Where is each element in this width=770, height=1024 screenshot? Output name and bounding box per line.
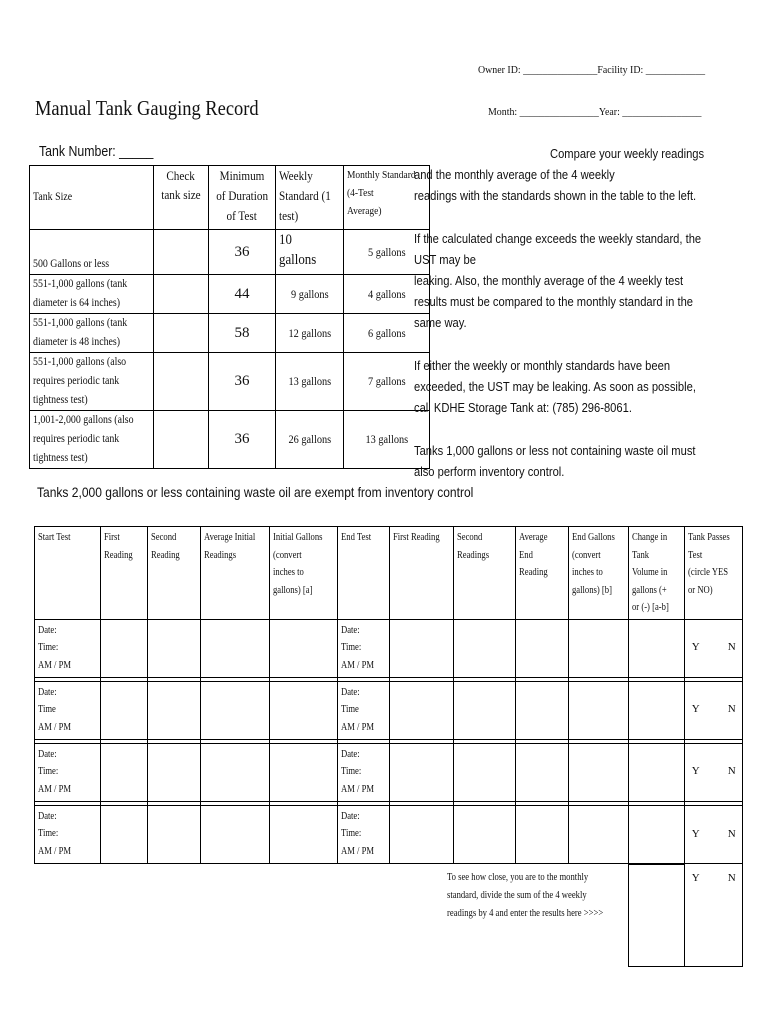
entry-cell[interactable] [453, 619, 515, 677]
waste-oil-exemption-note: Tanks 2,000 gallons or less containing waste oil are exempt from inventory control [37, 484, 474, 500]
entry-cell[interactable] [568, 681, 628, 739]
no-option[interactable]: N [727, 827, 736, 840]
yes-option[interactable]: Y [691, 703, 700, 716]
entry-cell[interactable] [270, 619, 337, 677]
yes-option[interactable]: Y [691, 827, 700, 840]
header-start-test: Start Test [35, 527, 101, 620]
instruction-line: UST may be [414, 252, 476, 267]
tank-number-field[interactable]: Tank Number: _____ [39, 144, 154, 160]
instruction-line: Tanks 1,000 gallons or less not containing waste oil must [414, 443, 696, 458]
month-year-line: Month: ________________Year: ________________ [488, 106, 702, 118]
note-line: readings by 4 and enter the results here >>>> [447, 908, 604, 919]
instructions-block [414, 164, 701, 482]
pass-fail-cell [684, 743, 742, 801]
header-change-volume: Change in Tank Volume in gallons (+ or (-) [a-b] [628, 527, 684, 620]
yes-option[interactable]: Y [691, 641, 700, 654]
standards-row [30, 353, 430, 411]
header-end-gallons: End Gallons (convert inches to gallons) [b] [568, 527, 628, 620]
check-cell[interactable] [153, 230, 208, 275]
header-monthly-standard: Monthly Standard (4-Test Average) [343, 166, 430, 230]
entry-cell[interactable] [201, 681, 270, 739]
start-datetime-cell[interactable]: Date: Time: AM / PM [35, 619, 101, 677]
log-row [35, 681, 743, 739]
entry-cell[interactable] [389, 619, 453, 677]
standards-header-row [30, 166, 430, 230]
weekly-cell: 13 gallons [276, 353, 343, 411]
entry-cell[interactable] [628, 681, 684, 739]
entry-cell[interactable] [148, 619, 201, 677]
check-cell[interactable] [153, 314, 208, 353]
monthly-average-row [35, 864, 743, 967]
weekly-cell: 9 gallons [276, 275, 343, 314]
weekly-cell: 26 gallons [276, 411, 343, 469]
monthly-average-instruction [447, 869, 603, 923]
instruction-line: call KDHE Storage Tank at: (785) 296-8061. [414, 400, 632, 415]
entry-cell[interactable] [389, 681, 453, 739]
header-tank-passes: Tank Passes Test (circle YES or NO) [684, 527, 742, 620]
check-cell[interactable] [153, 411, 208, 469]
entry-cell[interactable] [568, 805, 628, 864]
entry-cell[interactable] [628, 805, 684, 864]
monthly-average-cell[interactable] [628, 864, 684, 967]
monthly-cell: 7 gallons [343, 353, 430, 411]
header-average-end: Average End Reading [515, 527, 568, 620]
tank-size-cell: 551-1,000 gallons (also requires periodic tank tightness test) [30, 353, 154, 411]
entry-cell[interactable] [389, 743, 453, 801]
entry-cell[interactable] [453, 681, 515, 739]
entry-cell[interactable] [101, 619, 148, 677]
entry-cell[interactable] [515, 681, 568, 739]
entry-cell[interactable] [515, 743, 568, 801]
standards-row [30, 275, 430, 314]
pass-fail-cell [684, 681, 742, 739]
end-datetime-cell[interactable]: Date: Time: AM / PM [337, 619, 389, 677]
weekly-cell: 10 gallons [276, 230, 343, 275]
monthly-cell: 13 gallons [343, 411, 430, 469]
tank-size-cell: 551-1,000 gallons (tank diameter is 48 inches) [30, 314, 154, 353]
entry-cell[interactable] [568, 743, 628, 801]
pass-fail-cell [684, 864, 742, 967]
page-title: Manual Tank Gauging Record [35, 96, 259, 120]
entry-cell[interactable] [201, 805, 270, 864]
instruction-line: also perform inventory control. [414, 464, 565, 479]
note-line: To see how close, you are to the monthly [447, 872, 589, 883]
instruction-line: If the calculated change exceeds the weekly standard, the [414, 231, 702, 246]
header-initial-gallons: Initial Gallons (convert inches to gallons) [a] [270, 527, 337, 620]
no-option[interactable]: N [727, 641, 736, 654]
pass-fail-cell [684, 619, 742, 677]
monthly-cell: 5 gallons [343, 230, 430, 275]
note-line: standard, divide the sum of the 4 weekly [447, 890, 587, 901]
duration-cell: 44 [208, 275, 275, 314]
entry-cell[interactable] [628, 619, 684, 677]
instruction-line: readings with the standards shown in the table to the left. [414, 188, 697, 203]
instruction-line: Compare your weekly readings [550, 146, 705, 161]
entry-cell[interactable] [201, 743, 270, 801]
check-cell[interactable] [153, 275, 208, 314]
header-check-tank-size: Check tank size [153, 166, 208, 230]
weekly-cell: 12 gallons [276, 314, 343, 353]
entry-cell[interactable] [148, 743, 201, 801]
end-datetime-cell[interactable]: Date: Time: AM / PM [337, 805, 389, 864]
entry-cell[interactable] [270, 805, 337, 864]
entry-cell[interactable] [270, 743, 337, 801]
header-average-initial: Average Initial Readings [201, 527, 270, 620]
entry-cell[interactable] [515, 619, 568, 677]
log-row [35, 805, 743, 864]
log-row [35, 619, 743, 677]
pass-fail-cell [684, 805, 742, 864]
yes-option[interactable]: Y [691, 765, 700, 778]
start-datetime-cell[interactable]: Date: Time: AM / PM [35, 805, 101, 864]
start-datetime-cell[interactable]: Date: Time: AM / PM [35, 743, 101, 801]
header-tank-size: Tank Size [30, 166, 154, 230]
gauging-log-table [34, 526, 743, 967]
check-cell[interactable] [153, 353, 208, 411]
entry-cell[interactable] [101, 681, 148, 739]
entry-cell[interactable] [568, 619, 628, 677]
standards-table [29, 165, 430, 469]
no-option[interactable]: N [727, 872, 736, 884]
owner-facility-id-line: Owner ID: _______________Facility ID: ____________ [478, 64, 706, 76]
duration-cell: 36 [208, 411, 275, 469]
end-datetime-cell[interactable]: Date: Time: AM / PM [337, 743, 389, 801]
entry-cell[interactable] [148, 805, 201, 864]
tank-size-cell: 500 Gallons or less [30, 230, 154, 275]
monthly-cell: 6 gallons [343, 314, 430, 353]
header-weekly-standard: Weekly Standard (1 test) [276, 166, 343, 230]
standards-row [30, 230, 430, 275]
instruction-line: and the monthly average of the 4 weekly [414, 167, 615, 182]
log-row [35, 743, 743, 801]
entry-cell[interactable] [101, 743, 148, 801]
entry-cell[interactable] [515, 805, 568, 864]
entry-cell[interactable] [270, 681, 337, 739]
duration-cell: 36 [208, 230, 275, 275]
instruction-line: If either the weekly or monthly standards have been [414, 358, 671, 373]
header-first-reading-end: First Reading [389, 527, 453, 620]
duration-cell: 36 [208, 353, 275, 411]
start-datetime-cell[interactable]: Date: Time AM / PM [35, 681, 101, 739]
standards-row [30, 314, 430, 353]
entry-cell[interactable] [628, 743, 684, 801]
log-header-row [35, 527, 743, 620]
standards-row [30, 411, 430, 469]
instruction-line: leaking. Also, the monthly average of the 4 weekly test [414, 273, 684, 288]
header-first-reading: First Reading [101, 527, 148, 620]
entry-cell[interactable] [201, 619, 270, 677]
entry-cell[interactable] [453, 743, 515, 801]
no-option[interactable]: N [727, 703, 736, 716]
header-minimum-duration: Minimum of Duration of Test [208, 166, 275, 230]
entry-cell[interactable] [148, 681, 201, 739]
end-datetime-cell[interactable]: Date: Time AM / PM [337, 681, 389, 739]
header-second-reading: Second Reading [148, 527, 201, 620]
instruction-line: results must be compared to the monthly standard in the [414, 294, 694, 309]
instruction-line: same way. [414, 315, 467, 330]
entry-cell[interactable] [389, 805, 453, 864]
entry-cell[interactable] [453, 805, 515, 864]
no-option[interactable]: N [727, 765, 736, 778]
entry-cell[interactable] [101, 805, 148, 864]
header-end-test: End Test [337, 527, 389, 620]
tank-size-cell: 1,001-2,000 gallons (also requires periodic tank tightness test) [30, 411, 154, 469]
yes-option[interactable]: Y [691, 872, 700, 884]
instruction-line: exceeded, the UST may be leaking. As soon as possible, [414, 379, 696, 394]
duration-cell: 58 [208, 314, 275, 353]
tank-size-cell: 551-1,000 gallons (tank diameter is 64 inches) [30, 275, 154, 314]
header-second-readings-end: Second Readings [453, 527, 515, 620]
monthly-cell: 4 gallons [343, 275, 430, 314]
